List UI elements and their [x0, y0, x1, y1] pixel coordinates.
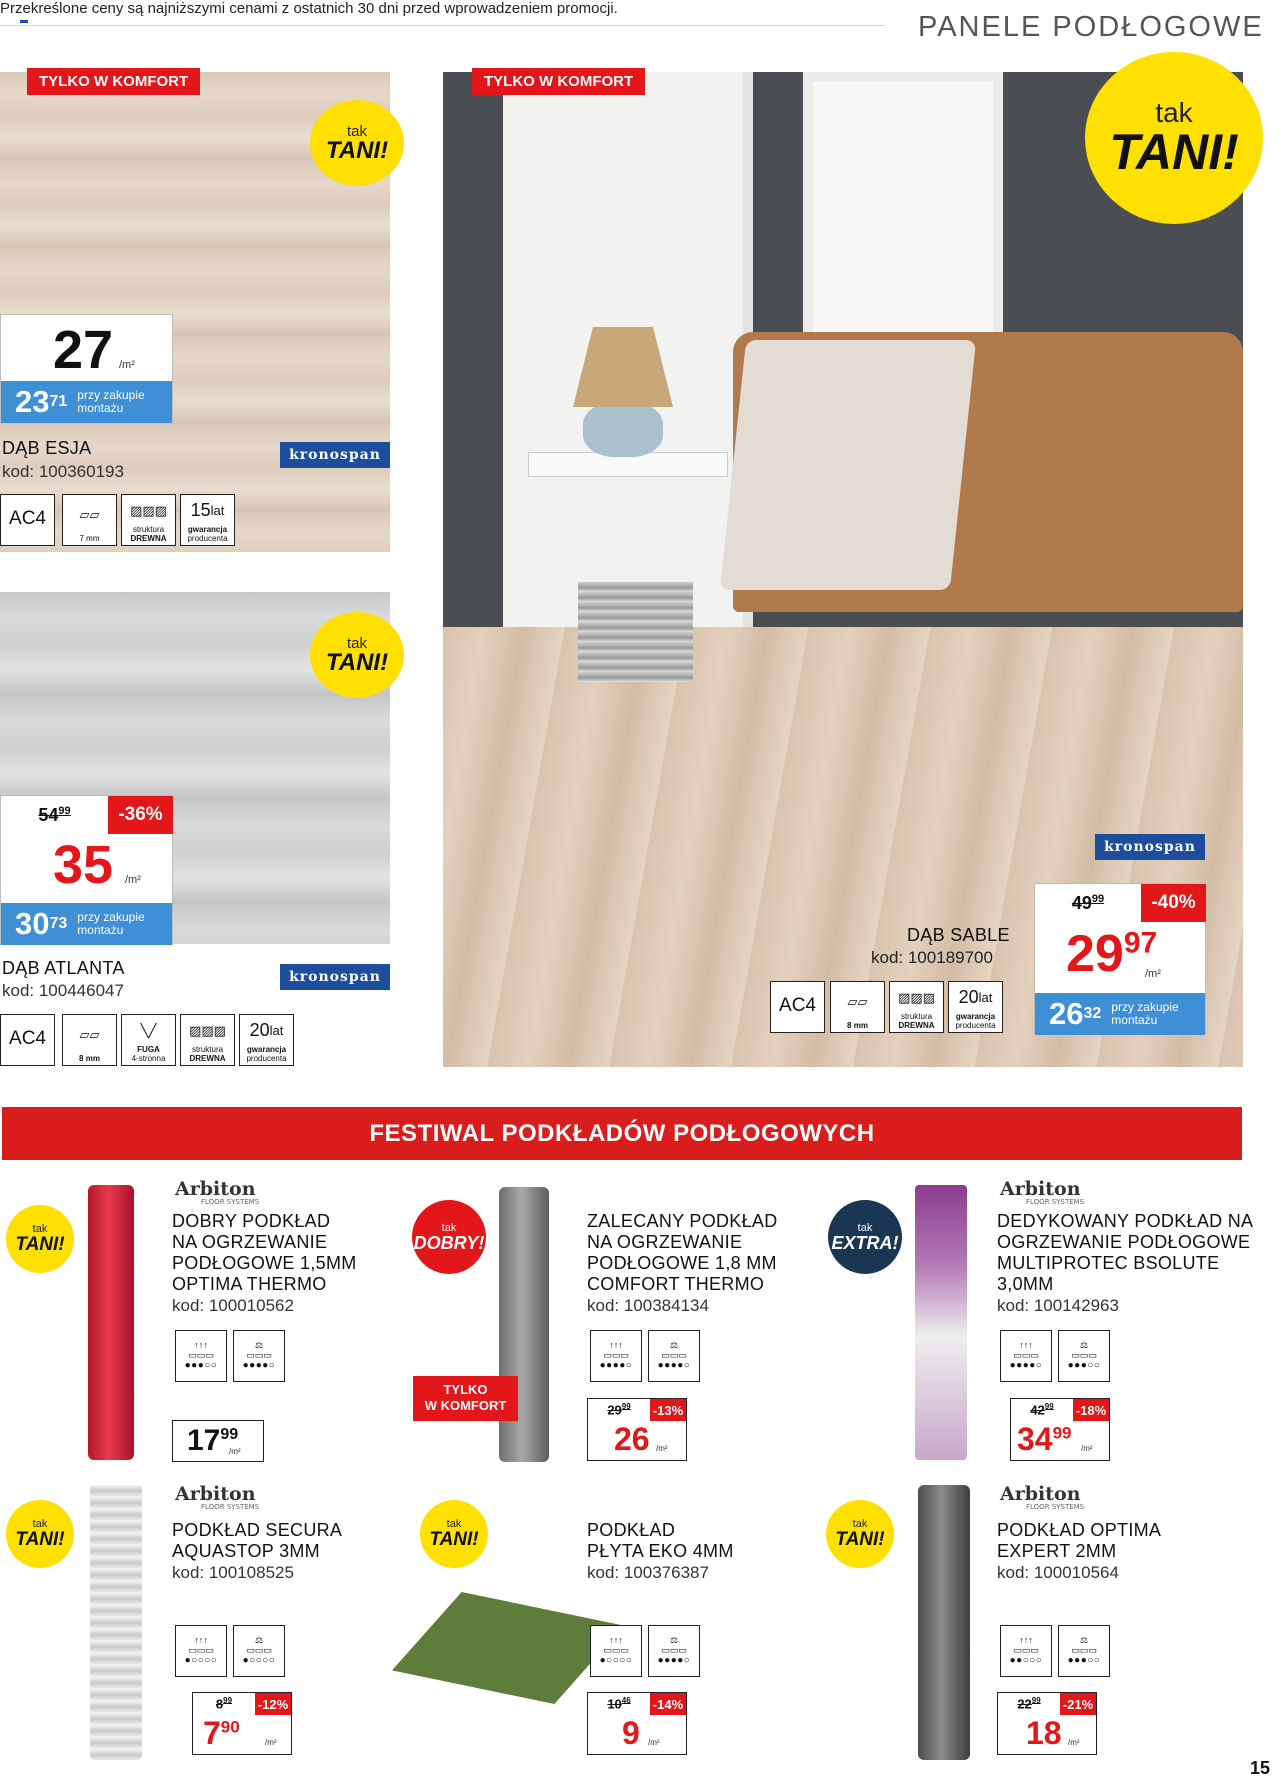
wood-structure-icon: ▨▨▨ struktura DREWNA	[889, 981, 944, 1033]
wood-structure-icon: ▨▨▨ struktura DREWNA	[121, 494, 176, 546]
product-name: DĄB ESJA	[2, 438, 92, 458]
bevel-icon: ╲╱ FUGA 4-stronna	[121, 1014, 176, 1066]
weight-load-icon: ⚖ ▭▭▭ ●●●○○	[1058, 1625, 1110, 1677]
product-code: kod: 100360193	[2, 462, 124, 481]
warranty-icon: 20 lat gwarancja producenta	[239, 1014, 294, 1066]
product-code: kod: 100376387	[587, 1563, 709, 1582]
header-accent	[20, 20, 28, 23]
weight-load-icon: ⚖ ▭▭▭ ●●●●○	[648, 1330, 700, 1382]
promo-disclaimer: Przekreślone ceny są najniższymi cenami z ostatnich 30 dni przed wprowadzeniem promocji.	[0, 0, 618, 17]
ac-class-icon: AC4	[0, 494, 55, 546]
install-price: 23 71 przy zakupie montażu	[1, 381, 172, 423]
discount-badge: -21%	[1060, 1693, 1096, 1715]
arbiton-logo: Arbiton FLOOR SYSTEMS	[175, 1178, 260, 1206]
warranty-icon: 15 lat gwarancja producenta	[180, 494, 235, 546]
price-box-atlanta	[0, 795, 173, 945]
discount-badge: -36%	[108, 796, 173, 834]
weight-load-icon: ⚖ ▭▭▭ ●●●●○	[233, 1330, 285, 1382]
weight-load-icon: ⚖ ▭▭▭ ●●●○○	[1058, 1330, 1110, 1382]
tak-tani-badge: tak TANI!	[6, 1205, 74, 1273]
tak-tani-badge: tak TANI!	[6, 1500, 74, 1568]
weight-load-icon: ⚖ ▭▭▭ ●○○○○	[233, 1625, 285, 1677]
kronospan-logo: kronospan	[280, 442, 390, 468]
thickness-icon: ▱▱ 8 mm	[830, 981, 885, 1033]
price-unit: /m²	[119, 359, 135, 371]
install-price: 26 32 przy zakupie montażu	[1035, 993, 1205, 1035]
price-box: $29^{99}$ -13% 26 /m²	[587, 1398, 687, 1461]
product-name: DEDYKOWANY PODKŁAD NA OGRZEWANIE PODŁOGOWE MULTIPROTEC BSOLUTE 3,0MM	[997, 1211, 1254, 1294]
product-code: kod: 100010564	[997, 1563, 1119, 1582]
section-title: PANELE PODŁOGOWE	[918, 11, 1264, 43]
komfort-only-badge: TYLKO W KOMFORT	[27, 68, 200, 95]
price-unit: /m²	[1145, 968, 1161, 980]
kronospan-logo: kronospan	[1095, 834, 1205, 860]
thickness-icon: ▱▱ 8 mm	[62, 1014, 117, 1066]
price-box: $17^{99}$ /m²	[172, 1420, 264, 1462]
product-name: DOBRY PODKŁAD NA OGRZEWANIE PODŁOGOWE 1,5MM OPTIMA THERMO	[172, 1211, 357, 1294]
install-price: 30 73 przy zakupie montażu	[1, 903, 172, 945]
product-name: DĄB ATLANTA	[2, 958, 125, 978]
arbiton-logo: Arbiton FLOOR SYSTEMS	[175, 1483, 260, 1511]
discount-badge: -14%	[650, 1693, 686, 1715]
product-code: kod: 100010562	[172, 1296, 294, 1315]
compression-icon: ↑↑↑ ▭▭▭ ●●●●○	[590, 1330, 642, 1382]
tak-tani-badge-large: tak TANI!	[1085, 52, 1263, 224]
old-price: $54^{99}$	[38, 804, 71, 825]
price-box: $42^{99}$ -18% $34^{99}$ /m²	[1010, 1398, 1110, 1461]
arbiton-logo: Arbiton FLOOR SYSTEMS	[1000, 1483, 1085, 1511]
price-main: 27	[53, 320, 114, 380]
old-price: $49^{99}$	[1071, 892, 1105, 913]
throw-blanket	[720, 340, 976, 590]
product-name: DĄB SABLE	[907, 925, 1010, 945]
product-name: ZALECANY PODKŁAD NA OGRZEWANIE PODŁOGOWE 1,8 MM COMFORT THERMO	[587, 1211, 778, 1294]
price-box: $10^{46}$ -14% 9 /m²	[587, 1692, 687, 1755]
weight-load-icon: ⚖ ▭▭▭ ●●●●○	[648, 1625, 700, 1677]
tak-tani-badge: tak TANI!	[310, 100, 404, 186]
product-name: PODKŁAD SECURA AQUASTOP 3MM	[172, 1520, 343, 1561]
price-unit: /m²	[125, 874, 141, 886]
thickness-icon: ▱▱ 7 mm	[62, 494, 117, 546]
tak-tani-badge: tak TANI!	[826, 1500, 894, 1568]
product-code: kod: 100446047	[2, 981, 124, 1000]
page-number: 15	[1249, 1758, 1270, 1778]
underlay-festival-banner: FESTIWAL PODKŁADÓW PODŁOGOWYCH	[2, 1107, 1242, 1160]
magazine-stack	[578, 582, 693, 682]
warranty-icon: 20 lat gwarancja producenta	[948, 981, 1003, 1033]
price-box-sable	[1034, 883, 1206, 1035]
wood-structure-icon: ▨▨▨ struktura DREWNA	[180, 1014, 235, 1066]
ac-class-icon: AC4	[770, 981, 825, 1033]
price-box-esja	[0, 314, 173, 423]
product-code: kod: 100108525	[172, 1563, 294, 1582]
discount-badge: -18%	[1073, 1399, 1109, 1421]
compression-icon: ↑↑↑ ▭▭▭ ●○○○○	[590, 1625, 642, 1677]
underlay-roll-dark	[918, 1485, 970, 1760]
product-code: kod: 100142963	[997, 1296, 1119, 1315]
underlay-roll-red	[88, 1185, 134, 1460]
price-main: $29^{97}$	[1066, 925, 1158, 983]
tak-tani-badge: tak TANI!	[310, 612, 404, 698]
tak-dobry-badge: tak DOBRY!	[412, 1200, 486, 1274]
ac-class-icon: AC4	[0, 1014, 55, 1066]
komfort-only-badge: TYLKO W KOMFORT	[413, 1376, 518, 1421]
header-divider	[0, 25, 885, 26]
product-code: kod: 100384134	[587, 1296, 709, 1315]
price-box: $8^{99}$ -12% $7^{90}$ /m²	[192, 1692, 292, 1755]
lamp-base	[583, 402, 663, 457]
price-box: $22^{99}$ -21% 18 /m²	[997, 1692, 1097, 1755]
arbiton-logo: Arbiton FLOOR SYSTEMS	[1000, 1178, 1085, 1206]
discount-badge: -40%	[1141, 884, 1206, 922]
compression-icon: ↑↑↑ ▭▭▭ ●●○○○	[1000, 1625, 1052, 1677]
discount-badge: -12%	[255, 1693, 291, 1715]
compression-icon: ↑↑↑ ▭▭▭ ●●●○○	[175, 1330, 227, 1382]
tak-extra-badge: tak EXTRA!	[828, 1200, 902, 1274]
compression-icon: ↑↑↑ ▭▭▭ ●○○○○	[175, 1625, 227, 1677]
kronospan-logo: kronospan	[280, 964, 390, 990]
product-code: kod: 100189700	[871, 948, 993, 967]
underlay-pack-purple	[915, 1185, 967, 1460]
compression-icon: ↑↑↑ ▭▭▭ ●●●●○	[1000, 1330, 1052, 1382]
price-main: 35	[53, 835, 114, 895]
product-name: PODKŁAD OPTIMA EXPERT 2MM	[997, 1520, 1162, 1561]
underlay-roll-white	[90, 1485, 142, 1760]
komfort-only-badge: TYLKO W KOMFORT	[472, 68, 645, 95]
product-name: PODKŁAD PŁYTA EKO 4MM	[587, 1520, 734, 1561]
discount-badge: -13%	[650, 1399, 686, 1421]
tak-tani-badge: tak TANI!	[420, 1500, 488, 1568]
